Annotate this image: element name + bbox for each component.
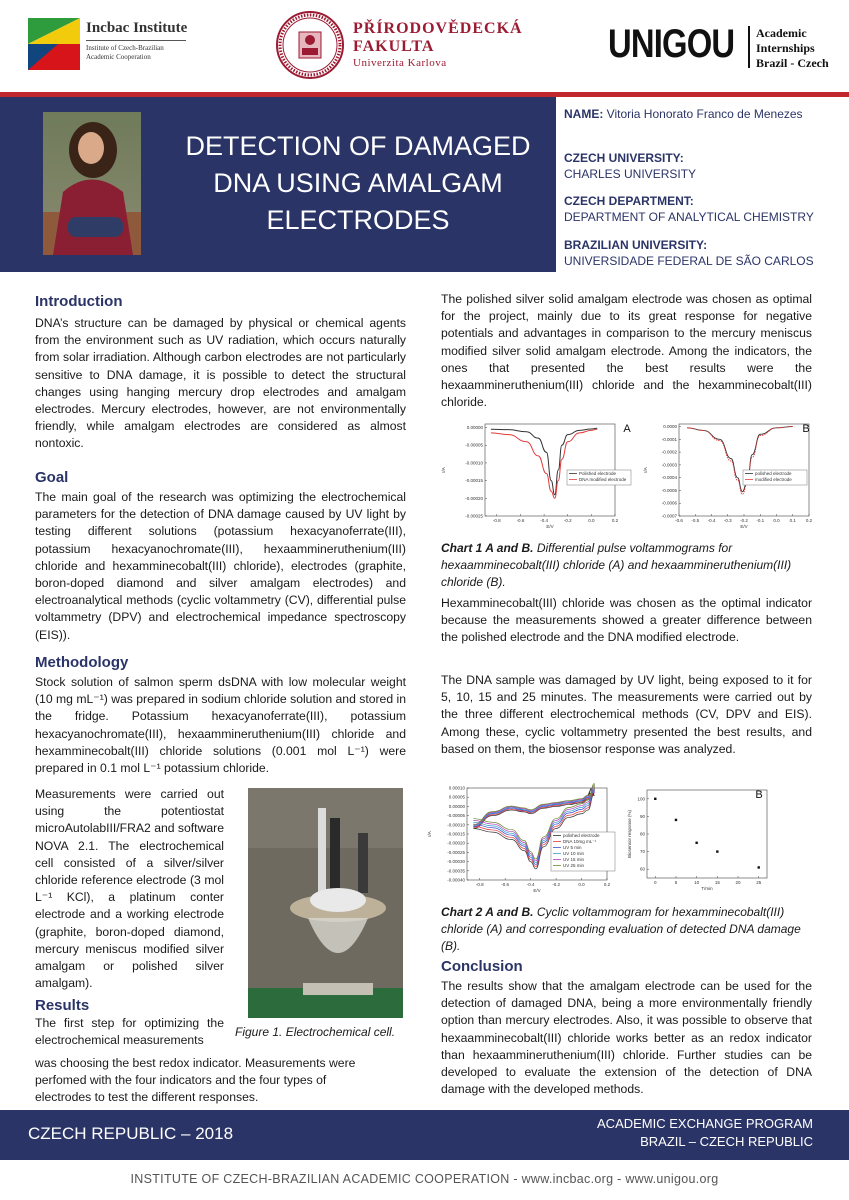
y-tick-label: -0.00035: [447, 868, 465, 874]
x-tick-label: 10: [694, 880, 700, 885]
czech-university-value: CHARLES UNIVERSITY: [564, 167, 697, 181]
x-tick-label: 25: [756, 880, 762, 885]
czech-department-label: CZECH DEPARTMENT:: [564, 194, 694, 208]
legend-label: UV 15 min: [563, 857, 585, 862]
faculty-name-line2: FAKULTA: [353, 38, 435, 55]
unigou-logo: UNIGOU: [608, 22, 735, 66]
y-tick-label: 100: [637, 796, 645, 802]
x-axis-label: T/min: [701, 886, 713, 891]
methodology-heading: Methodology: [35, 654, 129, 671]
x-tick-label: 0.2: [611, 518, 619, 523]
chart-1-caption: Chart 1 A and B. Differential pulse voltammograms for hexaamminecobalt(III) chloride (A) and hexaammineruthenium(III) chloride (B).: [441, 541, 792, 589]
x-tick-label: 15: [714, 880, 720, 885]
x-tick-label: 0.0: [588, 518, 595, 523]
y-axis-label: I/A: [643, 467, 648, 473]
author-name: NAME: Vitoria Honorato Franco de Menezes: [564, 107, 803, 121]
data-point: [654, 798, 656, 800]
x-tick-label: -0.6: [501, 882, 510, 887]
x-tick-label: -0.4: [540, 518, 548, 523]
legend-label: UV 25 min: [563, 863, 585, 868]
y-tick-label: -0.00005: [465, 442, 483, 448]
measurements-text: Measurements were carried out using the potentiostat microAutolabIII/FRA2 and software NOVA 2.1. The electrochemical cell consisted of a silver/silver chloride reference electrode (3 mol L⁻¹ KCl), a platinum conter electrode and a working electrode (graphite, boron-doped diamond, mercury meniscus modified silver amalgam or polished silver amalgam).: [35, 787, 224, 991]
chart-2-caption: Chart 2 A and B. Cyclic voltammogram for hexamminecobalt(III) chloride (A) and corresponding evaluation of detected DNA damage (B).: [441, 905, 801, 953]
y-tick-label: -0.0001: [661, 436, 677, 442]
electrochemical-cell-photo: [248, 788, 403, 1018]
poster-title: DETECTION OF DAMAGED DNA USING AMALGAM ELECTRODES: [185, 131, 531, 235]
x-tick-label: 0.0: [773, 518, 780, 523]
x-axis-label: E/V: [533, 888, 541, 893]
university-name: Univerzita Karlova: [353, 57, 447, 69]
series-line: [491, 429, 597, 498]
incbac-subtitle: Institute of Czech-Brazilian Academic Cooperation: [86, 44, 164, 61]
incbac-logo: [28, 18, 188, 70]
footer-program-line1: ACADEMIC EXCHANGE PROGRAM: [597, 1116, 813, 1131]
y-tick-label: -0.00015: [447, 831, 465, 837]
legend-label: UV 10 min: [563, 851, 585, 856]
x-tick-label: -0.4: [526, 882, 535, 887]
results-text-1: The first step for optimizing the electrochemical measurements: [35, 1016, 224, 1048]
incbac-flag-icon: [28, 18, 80, 70]
panel-letter: B: [802, 423, 810, 435]
brazilian-university-label: BRAZILIAN UNIVERSITY:: [564, 238, 708, 252]
legend-label: modified electrode: [755, 477, 792, 482]
y-tick-label: -0.00030: [447, 859, 465, 865]
y-tick-label: 70: [639, 849, 645, 855]
chart-1: [441, 416, 816, 534]
x-tick-label: -0.5: [691, 518, 700, 523]
panel-letter: A: [587, 787, 595, 799]
right-text-3: The DNA sample was damaged by UV light, being exposed to it for 5, 10, 15 and 25 minutes. The measurements were carried out by the three different electrochemical methods (CV, DPV and EIS). Among these, cyclic voltammetry presented the best results, and based on them, the biosensor response was analyzed.: [441, 673, 812, 756]
czech-university-label: CZECH UNIVERSITY:: [564, 151, 684, 165]
legend-label: polished electrode: [563, 833, 600, 838]
methodology-text: Stock solution of salmon sperm dsDNA with low molecular weight (10 mg mL⁻¹) was prepared in sodium chloride solution and stored in the fridge. Potassium hexacyanoferrate(III), potassium hexacyanochromate(III), hexaammineruthenium(III) chloride and hexamminecobalt(III) chloride solutions (0.001 mol L⁻¹) were prepared in 0.1 mol L⁻¹ potassium chloride.: [35, 675, 406, 776]
right-text-2: Hexamminecobalt(III) chloride was chosen as the optimal indicator because the measurements showed a greater difference between the polished electrode and the DNA modified electrode.: [441, 596, 812, 645]
y-tick-label: -0.0004: [661, 475, 677, 481]
goal-heading: Goal: [35, 469, 69, 486]
data-point: [675, 819, 677, 821]
y-tick-label: -0.0003: [661, 462, 677, 468]
x-tick-label: -0.3: [723, 518, 732, 523]
legend-label: polished electrode: [755, 471, 792, 476]
conclusion-text: The results show that the amalgam electrode can be used for the detection of damaged DNA, being a more environmentally friendly option than mercury electrodes. Also, it was possible to observe that hexaamminecobalt(III) chloride works better as an redox indicator than hexaammineruthenium(III) chloride. Further studies can be developed to evaluate the extension of the detection of DNA damage with the developed methods.: [441, 979, 812, 1097]
data-point: [758, 866, 760, 868]
panel-letter: A: [623, 423, 631, 435]
y-axis-label: I/A: [441, 467, 446, 473]
x-tick-label: -0.8: [475, 882, 484, 887]
footer-institute-links: INSTITUTE OF CZECH-BRAZILIAN ACADEMIC COOPERATION - www.incbac.org - www.unigou.org: [130, 1172, 719, 1186]
brazilian-university-value: UNIVERSIDADE FEDERAL DE SÃO CARLOS: [564, 254, 814, 268]
x-tick-label: 0: [654, 880, 657, 885]
x-tick-label: 20: [735, 880, 741, 885]
right-text-1: The polished silver solid amalgam electrode was chosen as optimal for the project, mainly due to its great response for negative potentials and advantages in comparison to the mercury meniscus modified silver solid amalgam electrode. Among the indicators, the ones that presented the best results were the hexaammineruthenium(III) chloride and the hexamminecobalt(III) chloride.: [441, 292, 812, 410]
chart-2: [425, 782, 820, 898]
y-tick-label: -0.0006: [661, 500, 677, 506]
y-tick-label: -0.0002: [661, 449, 677, 455]
y-tick-label: -0.00020: [465, 495, 483, 501]
x-tick-label: 5: [674, 880, 678, 885]
y-tick-label: -0.0007: [661, 513, 677, 519]
data-point: [716, 850, 718, 852]
y-tick-label: -0.00020: [447, 840, 465, 846]
y-tick-label: 0.00000: [448, 803, 465, 809]
footer-country-year: CZECH REPUBLIC – 2018: [28, 1124, 234, 1143]
y-tick-label: 60: [639, 866, 645, 872]
x-tick-label: 0.1: [789, 518, 796, 523]
y-axis-label: Biosensor response (%): [627, 809, 632, 859]
y-tick-label: -0.00040: [447, 877, 465, 883]
x-tick-label: -0.4: [707, 518, 716, 523]
y-tick-label: 0.0000: [663, 424, 677, 430]
x-tick-label: -0.8: [492, 518, 501, 523]
legend-label: DNA 10mg mL⁻¹: [563, 839, 597, 844]
panel-letter: B: [755, 789, 763, 801]
y-tick-label: -0.00015: [465, 478, 483, 484]
y-tick-label: 90: [639, 813, 645, 819]
incbac-name: Incbac Institute: [86, 20, 188, 36]
goal-text: The main goal of the research was optimizing the electrochemical parameters for the detection of DNA damage caused by UV light by testing different solutions (potassium hexacyanoferrate(III), potassium hexacyanochromate(III), hexaammineruthenium(III) chloride and hexamminecobalt(III) chloride), electrodes (graphite, boron-doped diamond and silver amalgam electrodes) and electroanalytical methods (cyclic voltammetry (CV), differential pulse voltammetry (DPV) and electrochemical impedance spectroscopy (EIS)).: [35, 490, 406, 642]
y-tick-label: -0.00010: [465, 460, 483, 466]
x-axis-label: E/V: [740, 524, 748, 529]
y-tick-label: -0.00010: [447, 822, 465, 828]
x-tick-label: -0.2: [740, 518, 748, 523]
x-tick-label: 0.2: [805, 518, 813, 523]
conclusion-heading: Conclusion: [441, 958, 523, 975]
x-axis-label: E/V: [546, 524, 554, 529]
y-tick-label: 80: [639, 831, 645, 837]
legend-label: Polished electrode: [579, 471, 617, 476]
x-tick-label: -0.6: [516, 518, 525, 523]
results-text-2: was choosing the best redox indicator. Measurements were perfomed with the four indicators and the four types of electrodes to test the different responses.: [35, 1056, 356, 1105]
czech-department-value: DEPARTMENT OF ANALYTICAL CHEMISTRY: [564, 210, 814, 224]
data-point: [695, 842, 697, 844]
unigou-subtitle: Academic Internships Brazil - Czech: [756, 26, 829, 70]
x-tick-label: 0.0: [578, 882, 585, 887]
introduction-heading: Introduction: [35, 293, 123, 310]
y-tick-label: -0.0005: [661, 487, 677, 493]
y-tick-label: 0.00005: [448, 794, 465, 800]
y-tick-label: 0.00000: [466, 425, 483, 431]
x-tick-label: 0.2: [603, 882, 611, 887]
x-tick-label: -0.1: [756, 518, 765, 523]
y-tick-label: -0.00025: [447, 849, 465, 855]
legend-label: UV 5 min: [563, 845, 582, 850]
introduction-text: DNA’s structure can be damaged by physical or chemical agents from the environment such as UV radiation, which occurs naturally from solar irradiation. Although carbon electrodes are not particularly sensitive to DNA damage, it is possible to detect the structural changes using hanging mercury drop electrodes and amalgam electrodes. Mercury electrodes, however, are not environmentally friendly, while amalgam electrodes are considered as almost nontoxic.: [35, 316, 406, 451]
charles-university-seal-icon: [275, 10, 345, 80]
footer-program-line2: BRAZIL – CZECH REPUBLIC: [640, 1134, 813, 1149]
results-heading: Results: [35, 997, 90, 1014]
legend-label: DNA modified electrode: [579, 477, 627, 482]
y-tick-label: -0.00005: [447, 813, 465, 819]
x-tick-label: -0.6: [675, 518, 683, 523]
plot-frame: [647, 790, 767, 878]
author-photo: [43, 112, 141, 255]
y-tick-label: 0.00010: [448, 785, 465, 791]
faculty-name-line1: PŘÍRODOVĚDECKÁ: [353, 20, 523, 37]
x-tick-label: -0.2: [563, 518, 572, 523]
y-axis-label: I/A: [427, 831, 432, 837]
x-tick-label: -0.2: [552, 882, 560, 887]
figure-1-caption: Figure 1. Electrochemical cell.: [235, 1025, 396, 1039]
y-tick-label: -0.00025: [465, 513, 483, 519]
